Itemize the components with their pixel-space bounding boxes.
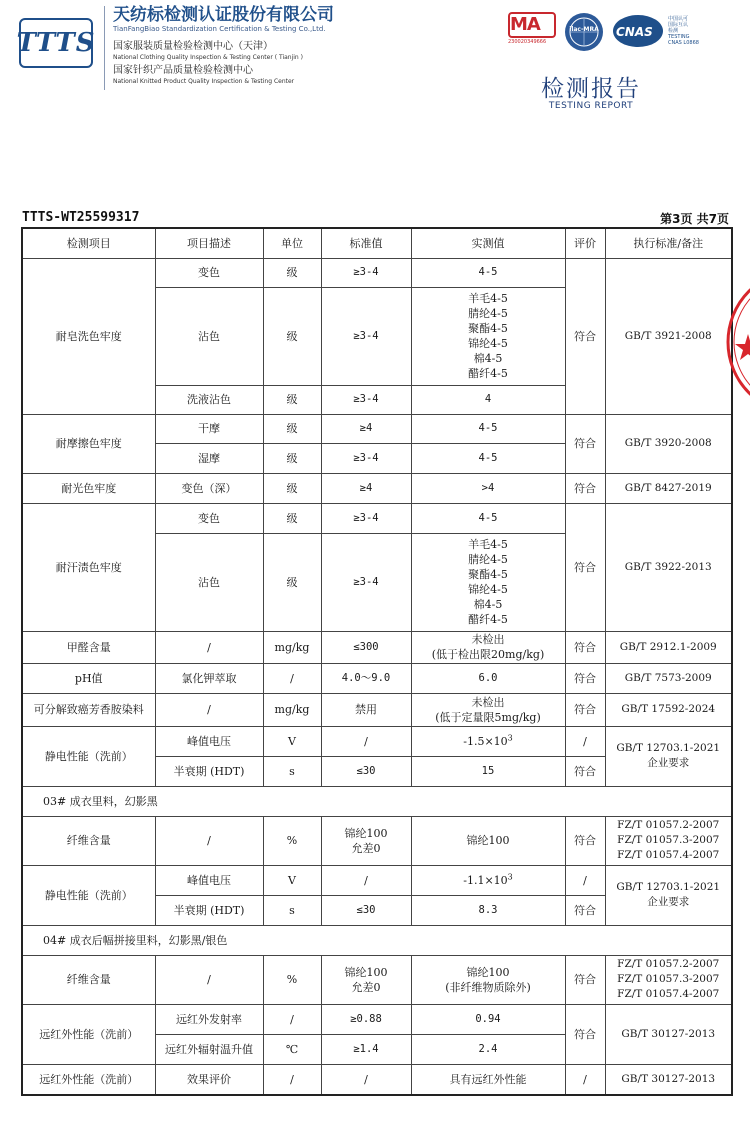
- unit-cell: s: [263, 756, 321, 786]
- std-cell: ≥3-4: [321, 258, 411, 287]
- std-cell: ≤30: [321, 895, 411, 925]
- std-cell: /: [321, 1064, 411, 1095]
- desc-cell: 洗液沾色: [155, 385, 263, 414]
- desc-cell: 沾色: [155, 533, 263, 631]
- value-cell: [411, 533, 565, 631]
- std-cell: ≥4: [321, 473, 411, 503]
- item-cell: 耐光色牢度: [22, 473, 155, 503]
- value-cell: 4-5: [411, 414, 565, 443]
- item-cell: 纤维含量: [22, 955, 155, 1004]
- desc-cell: 变色（深）: [155, 473, 263, 503]
- std-cell: ≥1.4: [321, 1034, 411, 1064]
- std-text: 锦纶100 允差0: [344, 826, 388, 855]
- value-cell: [411, 955, 565, 1004]
- eval-cell: 符合: [565, 816, 605, 865]
- norm-text: GB/T 12703.1-2021 企业要求: [616, 881, 721, 908]
- norm-cell: [605, 955, 732, 1004]
- norm-cell: [605, 865, 732, 925]
- norm-text: FZ/T 01057.2-2007 FZ/T 01057.3-2007 FZ/T 01057.4-2007: [617, 958, 720, 1000]
- table-row: [22, 503, 732, 533]
- value-cell: [411, 693, 565, 726]
- desc-cell: 半衰期 (HDT): [155, 756, 263, 786]
- eval-cell: 符合: [565, 955, 605, 1004]
- norm-cell: GB/T 17592-2024: [605, 693, 732, 726]
- desc-cell: 远红外发射率: [155, 1004, 263, 1034]
- table-row: [22, 955, 732, 1004]
- std-cell: [321, 955, 411, 1004]
- value-cell: 4-5: [411, 258, 565, 287]
- cnas-mark-label: CNAS: [616, 25, 653, 39]
- section-label: 04# 成衣后幅拼接里料，幻影黑/银色: [22, 925, 732, 955]
- cma-mark-label: MA: [510, 14, 540, 35]
- header-divider: [104, 6, 105, 90]
- desc-cell: 湿摩: [155, 443, 263, 473]
- unit-cell: V: [263, 726, 321, 756]
- desc-cell: 远红外辐射温升值: [155, 1034, 263, 1064]
- std-cell: ≥4: [321, 414, 411, 443]
- norm-cell: GB/T 3921-2008: [605, 258, 732, 414]
- table-row: [22, 473, 732, 503]
- report-subtitle: TESTING REPORT: [548, 101, 634, 111]
- norm-cell: [605, 726, 732, 786]
- ilac-mra-mark-label: ilac-MRA: [569, 26, 599, 33]
- std-cell: ≥0.88: [321, 1004, 411, 1034]
- eval-cell: 符合: [565, 895, 605, 925]
- table-row: [22, 865, 732, 895]
- page-info: 第3页 共7页: [660, 212, 729, 226]
- col-header: 实测值: [411, 228, 565, 258]
- center1-name-cn: 国家服装质量检验检测中心（天津）: [113, 41, 273, 52]
- eval-cell: /: [565, 865, 605, 895]
- unit-cell: /: [263, 1064, 321, 1095]
- item-cell: 甲醛含量: [22, 631, 155, 663]
- eval-cell: 符合: [565, 414, 605, 473]
- norm-cell: GB/T 2912.1-2009: [605, 631, 732, 663]
- desc-cell: 峰值电压: [155, 726, 263, 756]
- section-row: [22, 925, 732, 955]
- table-row: [22, 816, 732, 865]
- norm-cell: GB/T 30127-2013: [605, 1064, 732, 1095]
- desc-cell: 半衰期 (HDT): [155, 895, 263, 925]
- report-number: TTTS-WT25599317: [22, 210, 140, 225]
- std-cell: [321, 816, 411, 865]
- desc-cell: /: [155, 816, 263, 865]
- center2-name-cn: 国家针织产品质量检验检测中心: [113, 65, 253, 76]
- std-cell: ≥3-4: [321, 533, 411, 631]
- unit-cell: 级: [263, 533, 321, 631]
- desc-cell: 峰值电压: [155, 865, 263, 895]
- item-cell: 耐摩擦色牢度: [22, 414, 155, 473]
- value-cell: >4: [411, 473, 565, 503]
- table-row: [22, 631, 732, 663]
- norm-text: GB/T 12703.1-2021 企业要求: [616, 742, 721, 769]
- value-cell: 2.4: [411, 1034, 565, 1064]
- item-cell: 远红外性能（洗前）: [22, 1064, 155, 1095]
- unit-cell: /: [263, 663, 321, 693]
- norm-cell: GB/T 3922-2013: [605, 503, 732, 631]
- value-cell: 4: [411, 385, 565, 414]
- value-cell: 0.94: [411, 1004, 565, 1034]
- value-cell: [411, 726, 565, 756]
- unit-cell: 级: [263, 473, 321, 503]
- desc-cell: 效果评价: [155, 1064, 263, 1095]
- value-text: 未检出 (低于定量限5mg/kg): [435, 695, 541, 724]
- report-title: 检测报告: [541, 76, 641, 102]
- table-header-row: [22, 228, 732, 258]
- item-cell: 静电性能（洗前）: [22, 865, 155, 925]
- value-base: -1.1×10: [463, 873, 508, 887]
- desc-cell: 氯化钾萃取: [155, 663, 263, 693]
- company-block: [113, 6, 334, 86]
- table-row: [22, 414, 732, 443]
- col-header: 标准值: [321, 228, 411, 258]
- company-logo: [16, 18, 96, 68]
- unit-cell: 级: [263, 503, 321, 533]
- eval-cell: 符合: [565, 473, 605, 503]
- eval-cell: 符合: [565, 756, 605, 786]
- desc-cell: 变色: [155, 503, 263, 533]
- norm-cell: GB/T 8427-2019: [605, 473, 732, 503]
- desc-cell: /: [155, 631, 263, 663]
- eval-cell: 符合: [565, 1004, 605, 1064]
- col-header: 评价: [565, 228, 605, 258]
- eval-cell: /: [565, 726, 605, 756]
- item-cell: 耐汗渍色牢度: [22, 503, 155, 631]
- unit-cell: %: [263, 955, 321, 1004]
- std-cell: ≥3-4: [321, 503, 411, 533]
- value-text: 未检出 (低于检出限20mg/kg): [431, 633, 545, 661]
- col-header: 执行标准/备注: [605, 228, 732, 258]
- table-row: [22, 693, 732, 726]
- desc-cell: 变色: [155, 258, 263, 287]
- unit-cell: mg/kg: [263, 631, 321, 663]
- col-header: 单位: [263, 228, 321, 258]
- unit-cell: V: [263, 865, 321, 895]
- value-cell: 4-5: [411, 443, 565, 473]
- table-row: [22, 1064, 732, 1095]
- logo-text: TTTS: [16, 28, 96, 58]
- item-cell: 纤维含量: [22, 816, 155, 865]
- unit-cell: s: [263, 895, 321, 925]
- unit-cell: mg/kg: [263, 693, 321, 726]
- std-cell: /: [321, 726, 411, 756]
- unit-cell: ℃: [263, 1034, 321, 1064]
- table-row: [22, 726, 732, 756]
- value-text: 锦纶100 (非纤维物质除外): [445, 965, 531, 994]
- std-cell: ≥3-4: [321, 287, 411, 385]
- table-row: [22, 1004, 732, 1034]
- norm-cell: [605, 816, 732, 865]
- table-row: [22, 258, 732, 287]
- accreditation-marks: [508, 12, 708, 52]
- std-cell: 4.0～9.0: [321, 663, 411, 693]
- cnas-mark-side-text: 中国认可 国际互认 检测 TESTING CNAS L0868: [668, 16, 699, 46]
- value-exponent: 3: [507, 871, 513, 881]
- item-cell: pH值: [22, 663, 155, 693]
- std-cell: ≤300: [321, 631, 411, 663]
- value-cell: [411, 865, 565, 895]
- test-results-table: [21, 227, 733, 1096]
- col-header: 项目描述: [155, 228, 263, 258]
- value-cell: 8.3: [411, 895, 565, 925]
- value-cell: 4-5: [411, 503, 565, 533]
- unit-cell: 级: [263, 385, 321, 414]
- company-name-en: TianFangBiao Standardization Certification & Testing Co.,Ltd.: [113, 25, 326, 33]
- desc-cell: /: [155, 955, 263, 1004]
- value-cell: 15: [411, 756, 565, 786]
- center1-name-en: National Clothing Quality Inspection & Testing Center ( Tianjin ): [113, 54, 303, 61]
- std-cell: /: [321, 865, 411, 895]
- unit-cell: /: [263, 1004, 321, 1034]
- value-cell: 6.0: [411, 663, 565, 693]
- std-cell: ≥3-4: [321, 443, 411, 473]
- value-cell: 具有远红外性能: [411, 1064, 565, 1095]
- cma-mark-number: 230020349666: [508, 39, 547, 45]
- std-cell: ≥3-4: [321, 385, 411, 414]
- center2-name-en: National Knitted Product Quality Inspection & Testing Center: [113, 78, 295, 85]
- std-text: 锦纶100 允差0: [344, 965, 388, 994]
- section-label: 03# 成衣里料，幻影黑: [22, 786, 732, 816]
- item-cell: 静电性能（洗前）: [22, 726, 155, 786]
- desc-cell: 干摩: [155, 414, 263, 443]
- unit-cell: 级: [263, 414, 321, 443]
- norm-cell: GB/T 7573-2009: [605, 663, 732, 693]
- std-cell: 禁用: [321, 693, 411, 726]
- value-base: -1.5×10: [463, 734, 508, 748]
- item-cell: 耐皂洗色牢度: [22, 258, 155, 414]
- eval-cell: 符合: [565, 631, 605, 663]
- unit-cell: 级: [263, 258, 321, 287]
- norm-cell: GB/T 30127-2013: [605, 1004, 732, 1064]
- col-header: 检测项目: [22, 228, 155, 258]
- eval-cell: /: [565, 1064, 605, 1095]
- section-row: [22, 786, 732, 816]
- std-cell: ≤30: [321, 756, 411, 786]
- desc-cell: /: [155, 693, 263, 726]
- company-name-cn: 天纺标检测认证股份有限公司: [113, 5, 334, 25]
- unit-cell: 级: [263, 443, 321, 473]
- unit-cell: %: [263, 816, 321, 865]
- unit-cell: 级: [263, 287, 321, 385]
- item-cell: 远红外性能（洗前）: [22, 1004, 155, 1064]
- eval-cell: 符合: [565, 503, 605, 631]
- norm-text: FZ/T 01057.2-2007 FZ/T 01057.3-2007 FZ/T 01057.4-2007: [617, 819, 720, 861]
- value-cell: [411, 287, 565, 385]
- item-cell: 可分解致癌芳香胺染料: [22, 693, 155, 726]
- eval-cell: 符合: [565, 663, 605, 693]
- value-cell: [411, 631, 565, 663]
- eval-cell: 符合: [565, 693, 605, 726]
- value-text: 羊毛4-5 腈纶4-5 聚酯4-5 锦纶4-5 棉4-5 醋纤4-5: [468, 292, 508, 380]
- eval-cell: 符合: [565, 258, 605, 414]
- desc-cell: 沾色: [155, 287, 263, 385]
- value-exponent: 3: [507, 732, 513, 742]
- norm-cell: GB/T 3920-2008: [605, 414, 732, 473]
- official-seal-icon: [720, 262, 750, 422]
- value-cell: 锦纶100: [411, 816, 565, 865]
- table-row: [22, 663, 732, 693]
- value-text: 羊毛4-5 腈纶4-5 聚酯4-5 锦纶4-5 棉4-5 醋纤4-5: [468, 538, 508, 626]
